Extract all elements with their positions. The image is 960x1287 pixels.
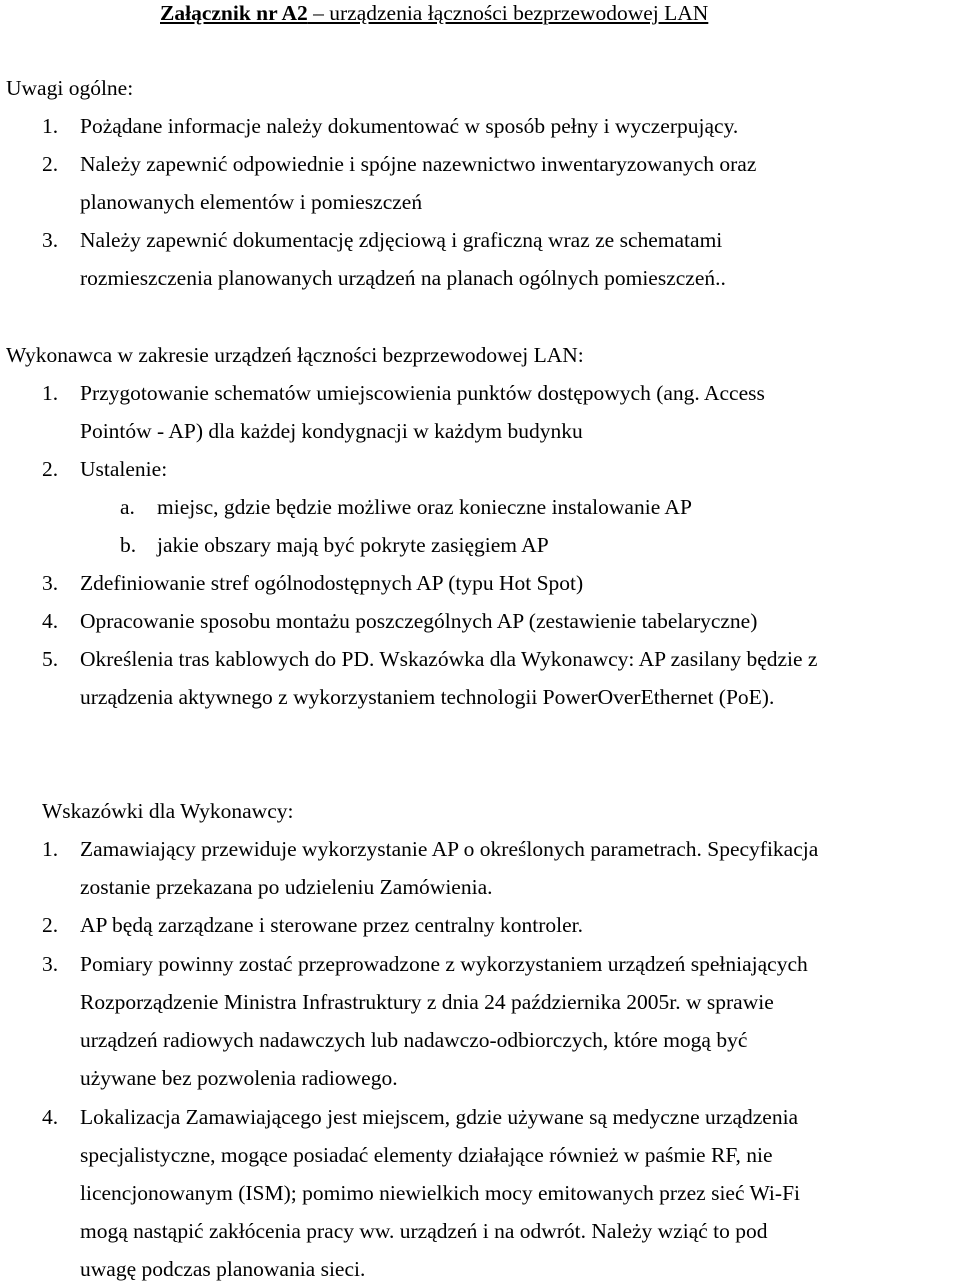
list-item-text: Zdefiniowanie stref ogólnodostępnych AP (typu Hot Spot) [80, 571, 584, 595]
list-item-number: 3. [42, 228, 59, 252]
list-item-text: urządzeń radiowych nadawczych lub nadawczo-odbiorczych, które mogą być [80, 1028, 748, 1052]
list-item-text: Pożądane informacje należy dokumentować w sposób pełny i wyczerpujący. [80, 114, 739, 138]
document-title [160, 0, 708, 26]
list-item-text: Lokalizacja Zamawiającego jest miejscem, gdzie używane są medyczne urządzenia [80, 1105, 799, 1129]
list-item-number: 1. [42, 837, 59, 861]
list-item-text: Należy zapewnić dokumentację zdjęciową i graficzną wraz ze schematami [80, 228, 723, 252]
list-item-text: mogą nastąpić zakłócenia pracy ww. urządzeń i na odwrót. Należy wziąć to pod [80, 1219, 768, 1243]
list-item-text: używane bez pozwolenia radiowego. [80, 1066, 398, 1090]
list-item-number: 4. [42, 1105, 59, 1129]
list-item-number: 1. [42, 381, 59, 405]
contractor-scope-heading: Wykonawca w zakresie urządzeń łączności bezprzewodowej LAN: [6, 343, 584, 367]
sub-item-text: jakie obszary mają być pokryte zasięgiem AP [157, 533, 549, 557]
list-item-text: specjalistyczne, mogące posiadać elementy działające również w paśmie RF, nie [80, 1143, 773, 1167]
list-item-text: AP będą zarządzane i sterowane przez centralny kontroler. [80, 913, 584, 937]
sub-item-letter: b. [120, 533, 137, 557]
list-item-text: Opracowanie sposobu montażu poszczególnych AP (zestawienie tabelaryczne) [80, 609, 758, 633]
sub-item-letter: a. [120, 495, 135, 519]
list-item-text: Przygotowanie schematów umiejscowienia punktów dostępowych (ang. Access [80, 381, 765, 405]
title-subject: – urządzenia łączności bezprzewodowej LAN [307, 1, 709, 25]
list-item-number: 3. [42, 952, 59, 976]
list-item-number: 3. [42, 571, 59, 595]
list-item-number: 2. [42, 913, 59, 937]
list-item-text: zostanie przekazana po udzieleniu Zamówienia. [80, 875, 493, 899]
general-notes-heading: Uwagi ogólne: [6, 76, 134, 100]
list-item-text: Określenia tras kablowych do PD. Wskazówka dla Wykonawcy: AP zasilany będzie z [80, 647, 818, 671]
list-item-text: Należy zapewnić odpowiednie i spójne nazewnictwo inwentaryzowanych oraz [80, 152, 757, 176]
list-item-text: Pointów - AP) dla każdej kondygnacji w każdym budynku [80, 419, 583, 443]
hints-heading: Wskazówki dla Wykonawcy: [42, 799, 294, 823]
list-item-text: uwagę podczas planowania sieci. [80, 1257, 366, 1281]
sub-item-text: miejsc, gdzie będzie możliwe oraz konieczne instalowanie AP [157, 495, 692, 519]
list-item-number: 4. [42, 609, 59, 633]
list-item-text: licencjonowanym (ISM); pomimo niewielkich mocy emitowanych przez sieć Wi-Fi [80, 1181, 800, 1205]
list-item-text: Zamawiający przewiduje wykorzystanie AP o określonych parametrach. Specyfikacja [80, 837, 819, 861]
list-item-number: 5. [42, 647, 59, 671]
list-item-text: planowanych elementów i pomieszczeń [80, 190, 423, 214]
list-item-number: 1. [42, 114, 59, 138]
title-attachment-number: Załącznik nr A2 [160, 1, 308, 25]
list-item-number: 2. [42, 152, 59, 176]
list-item-number: 2. [42, 457, 59, 481]
list-item-text: Ustalenie: [80, 457, 168, 481]
list-item-text: urządzenia aktywnego z wykorzystaniem technologii PowerOverEthernet (PoE). [80, 685, 775, 709]
list-item-text: Pomiary powinny zostać przeprowadzone z wykorzystaniem urządzeń spełniających [80, 952, 808, 976]
list-item-text: Rozporządzenie Ministra Infrastruktury z dnia 24 października 2005r. w sprawie [80, 990, 774, 1014]
list-item-text: rozmieszczenia planowanych urządzeń na planach ogólnych pomieszczeń.. [80, 266, 726, 290]
